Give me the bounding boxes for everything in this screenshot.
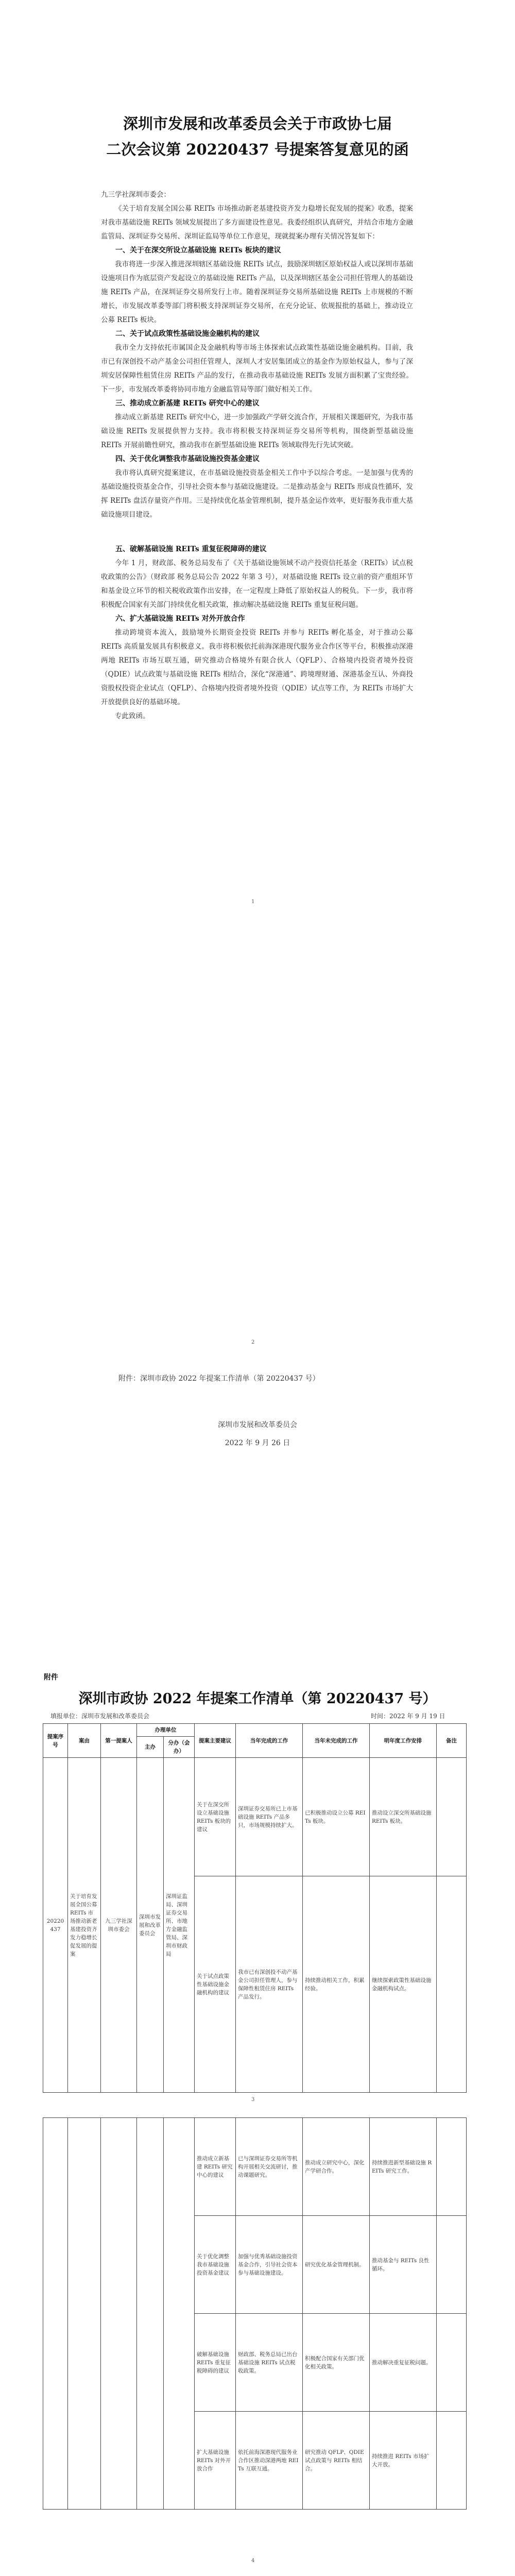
fill-date: 时间：2022 年 9 月 19 日 (371, 1713, 445, 1720)
header-plan: 当年未完成的工作 (303, 1724, 370, 1758)
cell-lead: 深圳市发展和改革委员会 (137, 1758, 164, 2093)
cell-next: 持续推进新型基础设施 REITs 研究工作。 (370, 2118, 437, 2216)
section-paragraph: 推动跨境资本流入，鼓励境外长期资金投资 REITs 并参与 REITs 孵化基金，对于推动公募 REITs 高质量发展具有积极意义。我市将积极依托前海深港现代服务业合作区等平台，积极推动深港两地 REITs 市场互联互通，研究推动合格境外有限合伙人（QFLP）、合格境内投资者境外投资（QDIE）试点政策与基础设施 REITs 相结合，深化“深港通”、跨境理财通、深港基金互认、外商投资股权投资企业试点（QFLP）、合格境内投资者境外投资（QDIE）试点等工作，为 REITs 市场扩大开放提供良好的基础环境。 (101, 629, 413, 706)
cell-plan: 研究推动 QFLP、QDIE 试点政策与 REITs 相结合。 (303, 2412, 370, 2510)
section-heading: 一、关于在深交所设立基础设施 REITs 板块的建议 (115, 246, 281, 255)
page-number: 3 (251, 2097, 255, 2103)
fill-unit: 填报单位：深圳市发展和改革委员会 (50, 1713, 150, 1720)
section-paragraph: 我市将进一步深入推进深圳辖区基础设施 REITs 试点，鼓励深圳辖区原始权益人或以深圳市基础设施项目作为底层资产发起设立的基础设施 REITs 产品，以及深圳辖区基金公司担任管理人的基础设施 REITs 产品，在深圳证券交易所发行上市。随着深圳证券交易所基础设施 REITs 上市规模的不断增长，市发展改革委等部门将积极支持深圳证券交易所，在充分论证、依规报批的基础上，推动设立公募 REITs 板块。 (101, 260, 413, 324)
page-number: 2 (251, 1340, 255, 1345)
section-heading: 三、推动成立新基建 REITs 研究中心的建议 (115, 399, 260, 408)
cell-work: 依托前海深港现代服务业合作区推动深港两地 REITs 互联互通。 (236, 2412, 303, 2510)
salutation: 九三学社深圳市委会： (101, 191, 170, 199)
cell-next: 推动解决重复征税问题。 (370, 2314, 437, 2412)
attachment-label: 附件 (44, 1673, 58, 1682)
intro-paragraph: 《关于培育发展全国公募 REITs 市场推动新老基建投资齐发力稳增长促发展的提案》收悉，提案对我市基础设施 REITs 领域发展提出了多方面建设性意见。我委经组织认真研究，并结合市地方金融监管局、深圳证券交易所、深圳证监局等单位工作意见，现就提案办理有关情况答复如下： (101, 205, 413, 241)
cell-no: 20220437 (43, 1758, 68, 2093)
header-next: 明年度工作安排 (370, 1724, 437, 1758)
header-work: 当年完成的工作 (236, 1724, 303, 1758)
letter-title (93, 111, 422, 162)
cell-content: 关于在深交所设立基础设施 REITs 板块的建议 (195, 1758, 236, 1876)
header-handling: 办理单位 (137, 1724, 195, 1737)
cell-next: 继续探索政策性基础设施金融机构试点。 (370, 1876, 437, 2093)
cell-content: 扩大基础设施 REITs 对外开放合作 (195, 2412, 236, 2510)
proposal-table (43, 1723, 467, 2093)
cell-content: 推动成立新基建 REITs 研究中心的建议 (195, 2118, 236, 2216)
cell-remark (437, 1876, 467, 2093)
cell-plan: 推动成立研究中心，深化产学研合作。 (303, 2118, 370, 2216)
cell-work: 我市已有深创投不动产基金公司担任管理人，参与保障性租赁住房 REITs 产品发行。 (236, 1876, 303, 2093)
attachment-note: 附件：深圳市政协 2022 年提案工作清单（第 20220437 号） (118, 1375, 320, 1383)
section-paragraph: 我市全力支持依托市属国企及金融机构等市场主体探索试点政策性基础设施金融机构。目前，我市已有深创投不动产基金公司担任管理人，深圳人才安居集团成立的基金作为原始权益人，参与了深圳安居保障性租赁住房 REITs 产品的发行，在推动我市基础设施 REITs 发展方面积累了宝贵经验。下一步，市发展改革委将协同市地方金融监管局等部门做好相关工作。 (101, 344, 413, 394)
cell-plan: 持续推动相关工作，积累经验。 (303, 1876, 370, 2093)
cell-co: 深圳证监局、深圳证券交易所、市地方金融监管局、深圳市财政局 (164, 1758, 195, 2093)
signature-date: 2022 年 9 月 26 日 (225, 1439, 290, 1447)
section-heading: 五、破解基础设施 REITs 重复征税障碍的建议 (115, 545, 267, 553)
cell-work: 财政部、税务总局已出台基础设施 REITs 试点税收政策。 (236, 2314, 303, 2412)
cell-plan: 积极配合国家有关部门优化相关政策。 (303, 2314, 370, 2412)
cell-work: 已与深圳证券交易所等机构开展相关交流研讨，推动课题研究。 (236, 2118, 303, 2216)
proposal-table-continued (43, 2117, 467, 2510)
letter-title-line-1: 深圳市发展和改革委员会关于市政协七届 (123, 115, 392, 132)
signature-org: 深圳市发展和改革委员会 (218, 1421, 297, 1429)
section-heading: 二、关于试点政策性基础设施金融机构的建议 (115, 330, 260, 338)
cell-plan: 研究优化基金管理机制。 (303, 2216, 370, 2314)
cell-work: 加强与优秀基础设施投资基金合作，引导社会资本参与基础设施建设。 (236, 2216, 303, 2314)
cell-proposer: 九三学社深圳市委会 (101, 1758, 137, 2093)
header-lead: 主办 (137, 1737, 164, 1758)
table-header-row (43, 1724, 467, 1737)
letter-title-line-2: 二次会议第 20220437 号提案答复意见的函 (106, 141, 409, 158)
table-row (43, 2118, 467, 2216)
cell-content: 关于优化调整我市基础设施投资基金建议 (195, 2216, 236, 2314)
letter-body (101, 188, 413, 723)
section-paragraph: 今年 1 月，财政部、税务总局发布了《关于基础设施领域不动产投资信托基金（REITs）试点税收政策的公告》（财政部 税务总局公告 2022 年第 3 号），对基础设施 REITs 设立前的资产重组环节和基金设立环节的相关税收政策作出安排，在一定程度上降低了原始权益人的税负。下一步，我市将积极配合国家有关部门持续优化相关政策，推动解决基础设施 REITs 重复征税问题。 (101, 559, 413, 609)
cell-case: 关于培育发展全国公募 REITs 市场推动新老基建投资齐发力稳增长促发展的提案 (68, 1758, 101, 2093)
header-content: 提案主要建议 (195, 1724, 236, 1758)
cell-content: 破解基础设施 REITs 重复征税障碍的建议 (195, 2314, 236, 2412)
cell-next: 推动设立深交所基础设施 REITs 板块。 (370, 1758, 437, 1876)
cell-next: 持续推进 REITs 市场扩大开放。 (370, 2412, 437, 2510)
cell-remark (437, 1758, 467, 1876)
table-row (43, 1758, 467, 1876)
cell-work: 深圳证券交易所已上市基础设施 REITs 产品多只，市场规模持续扩大。 (236, 1758, 303, 1876)
cell-content: 关于试点政策性基础设施金融机构的建议 (195, 1876, 236, 2093)
cell-next: 推动基金与 REITs 良性循环。 (370, 2216, 437, 2314)
section-heading: 四、关于优化调整我市基础设施投资基金建议 (115, 455, 260, 463)
header-co: 分办（会办） (164, 1737, 195, 1758)
header-case: 案由 (68, 1724, 101, 1758)
attachment-title: 深圳市政协 2022 年提案工作清单（第 20220437 号） (78, 1691, 437, 1707)
header-proposer: 第一提案人 (101, 1724, 137, 1758)
header-remark: 备注 (437, 1724, 467, 1758)
closing: 专此致函。 (115, 712, 150, 720)
page-number: 4 (251, 2558, 255, 2564)
section-paragraph: 推动成立新基建 REITs 研究中心，进一步加强政产学研交流合作，开展相关课题研究，为我市基础设施 REITs 发展提供智力支持。我市将积极支持深圳证券交易所等机构，围绕新型基础设施 REITs 开展前瞻性研究，推动我市在新型基础设施 REITs 领域取得先行先试突破。 (101, 413, 413, 449)
header-no: 提案序号 (43, 1724, 68, 1758)
section-heading: 六、扩大基础设施 REITs 对外开放合作 (115, 615, 245, 623)
page-number: 1 (251, 899, 255, 905)
section-paragraph: 我市将认真研究提案建议，在市基础设施投资基金相关工作中予以综合考虑。一是加强与优秀的基础设施投资基金合作，引导社会资本参与基础设施建设。二是推动基金与 REITs 形成良性循环，发挥 REITs 盘活存量资产作用。三是持续优化基金管理机制，提升基金运作效率，更好服务我市重大基础设施项目建设。 (101, 469, 413, 519)
cell-plan: 已积极推动设立公募 REITs 板块。 (303, 1758, 370, 1876)
